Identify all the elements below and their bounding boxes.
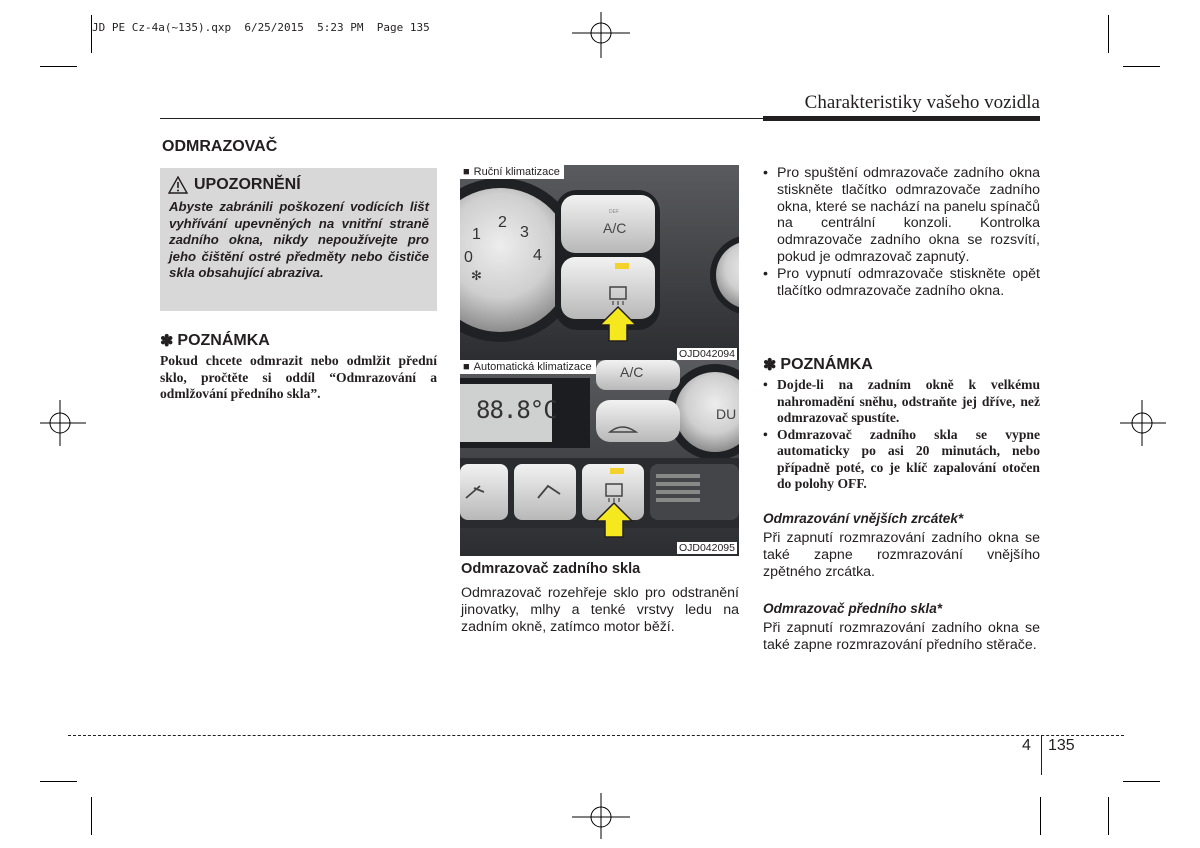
mirrors-text: Při zapnutí rozmrazování zadního okna se také zapne rozmrazování vnějšího zpětného zrcátka.	[763, 530, 1040, 580]
knob-number-1: 1	[472, 226, 481, 243]
automatic-climate-panel	[460, 360, 739, 556]
note-text-left: Pokud chcete odmrazit nebo odmlžit přední sklo, pročtěte si oddíl “Odmrazování a odmlžování předního skla”.	[160, 353, 437, 401]
right-note-list	[763, 377, 1040, 493]
figure2-code: OJD042095	[678, 542, 735, 554]
figure1-bullet-icon: ■	[463, 166, 470, 178]
header-bar	[763, 116, 1040, 121]
warning-box	[160, 168, 437, 311]
registration-mark-bottom	[572, 793, 630, 839]
mirrors-subtitle: Odmrazování vnějších zrcátek*	[763, 511, 964, 526]
svg-text:DEF: DEF	[609, 209, 619, 215]
chapter-title: Charakteristiky vašeho vozidla	[804, 92, 1040, 113]
knob-number-0: 0	[464, 249, 473, 266]
footer-page-number: 135	[1048, 737, 1075, 754]
list-item: • Odmrazovač zadního skla se vypne automaticky po asi 20 minutách, nebo případně poté, co je klíč zapalování otočen do polohy OFF.	[763, 427, 1040, 493]
footer-divider	[1041, 735, 1042, 775]
figure1-label: Ruční klimatizace	[473, 166, 560, 178]
front-text: Při zapnutí rozmrazování zadního okna se také zapne rozmrazování předního stěrače.	[763, 620, 1040, 653]
note-symbol: ✽	[763, 357, 777, 374]
figure-automatic-climate	[460, 360, 739, 556]
warning-text: Abyste zabránili poškození vodících lišt vyhřívání upevněných na vnitřní straně zadního okna, nikdy nepoužívejte pro jeho čištění ostré předměty nebo čističe skla obsahující abraziva.	[169, 199, 429, 280]
right-bullet-list	[763, 165, 1040, 299]
ac-button-label: A/C	[603, 220, 627, 236]
list-item: • Dojde-li na zadním okně k velkému nahromadění sněhu, odstraňte jej dříve, než odmrazovač spustíte.	[763, 377, 1040, 427]
warning-title: UPOZORNĚNÍ	[194, 176, 301, 193]
front-subtitle: Odmrazovač předního skla*	[763, 601, 943, 616]
dual-label: DU	[716, 406, 737, 422]
figure1-label-box	[460, 165, 564, 179]
fan-icon: ✻	[471, 268, 482, 283]
note-title-left	[160, 331, 270, 351]
note-title-right	[763, 355, 873, 375]
footer-dashed-rule	[68, 735, 1124, 736]
knob-number-2: 2	[498, 214, 507, 231]
figure2-label-box	[460, 360, 596, 374]
note-title: POZNÁMKA	[780, 356, 873, 373]
warning-title-row	[168, 176, 301, 194]
list-item: • Pro spuštění odmrazovače zadního okna stiskněte tlačítko odmrazovače zadního okna, které se nachází na panelu spínačů na centrální konzoli. Kontrolka odmrazovače zadního okna se rozsvítí, pokud je odmrazovač zapnutý.	[763, 165, 1040, 266]
figure2-label: Automatická klimatizace	[473, 361, 592, 373]
section-title: ODMRAZOVAČ	[162, 138, 278, 155]
auto-ac-button-label: A/C	[620, 364, 644, 380]
middle-text: Odmrazovač rozehřeje sklo pro odstranění jinovatky, mlhy a tenké vrstvy ledu na zadním okně, zatímco motor běží.	[461, 585, 739, 635]
figure2-bullet-icon: ■	[463, 361, 470, 373]
knob-number-4: 4	[533, 247, 542, 264]
note-title: POZNÁMKA	[177, 332, 270, 349]
registration-mark-right	[1120, 400, 1166, 446]
knob-number-3: 3	[520, 224, 529, 241]
manual-climate-panel	[460, 165, 739, 362]
note-symbol: ✽	[160, 333, 174, 350]
footer-chapter-number: 4	[1022, 737, 1031, 754]
figure1-code: OJD042094	[678, 348, 735, 360]
warning-icon	[168, 176, 188, 194]
list-item: • Pro vypnutí odmrazovače stiskněte opět tlačítko odmrazovače zadního okna.	[763, 266, 1040, 300]
middle-subtitle: Odmrazovač zadního skla	[461, 561, 641, 577]
figure-manual-climate	[460, 165, 739, 362]
registration-mark-left	[40, 400, 86, 446]
temperature-display: 88.8°C	[476, 396, 557, 424]
registration-mark-top	[572, 12, 630, 58]
print-info: JD PE Cz-4a(~135).qxp 6/25/2015 5:23 PM Page 135	[92, 21, 430, 34]
